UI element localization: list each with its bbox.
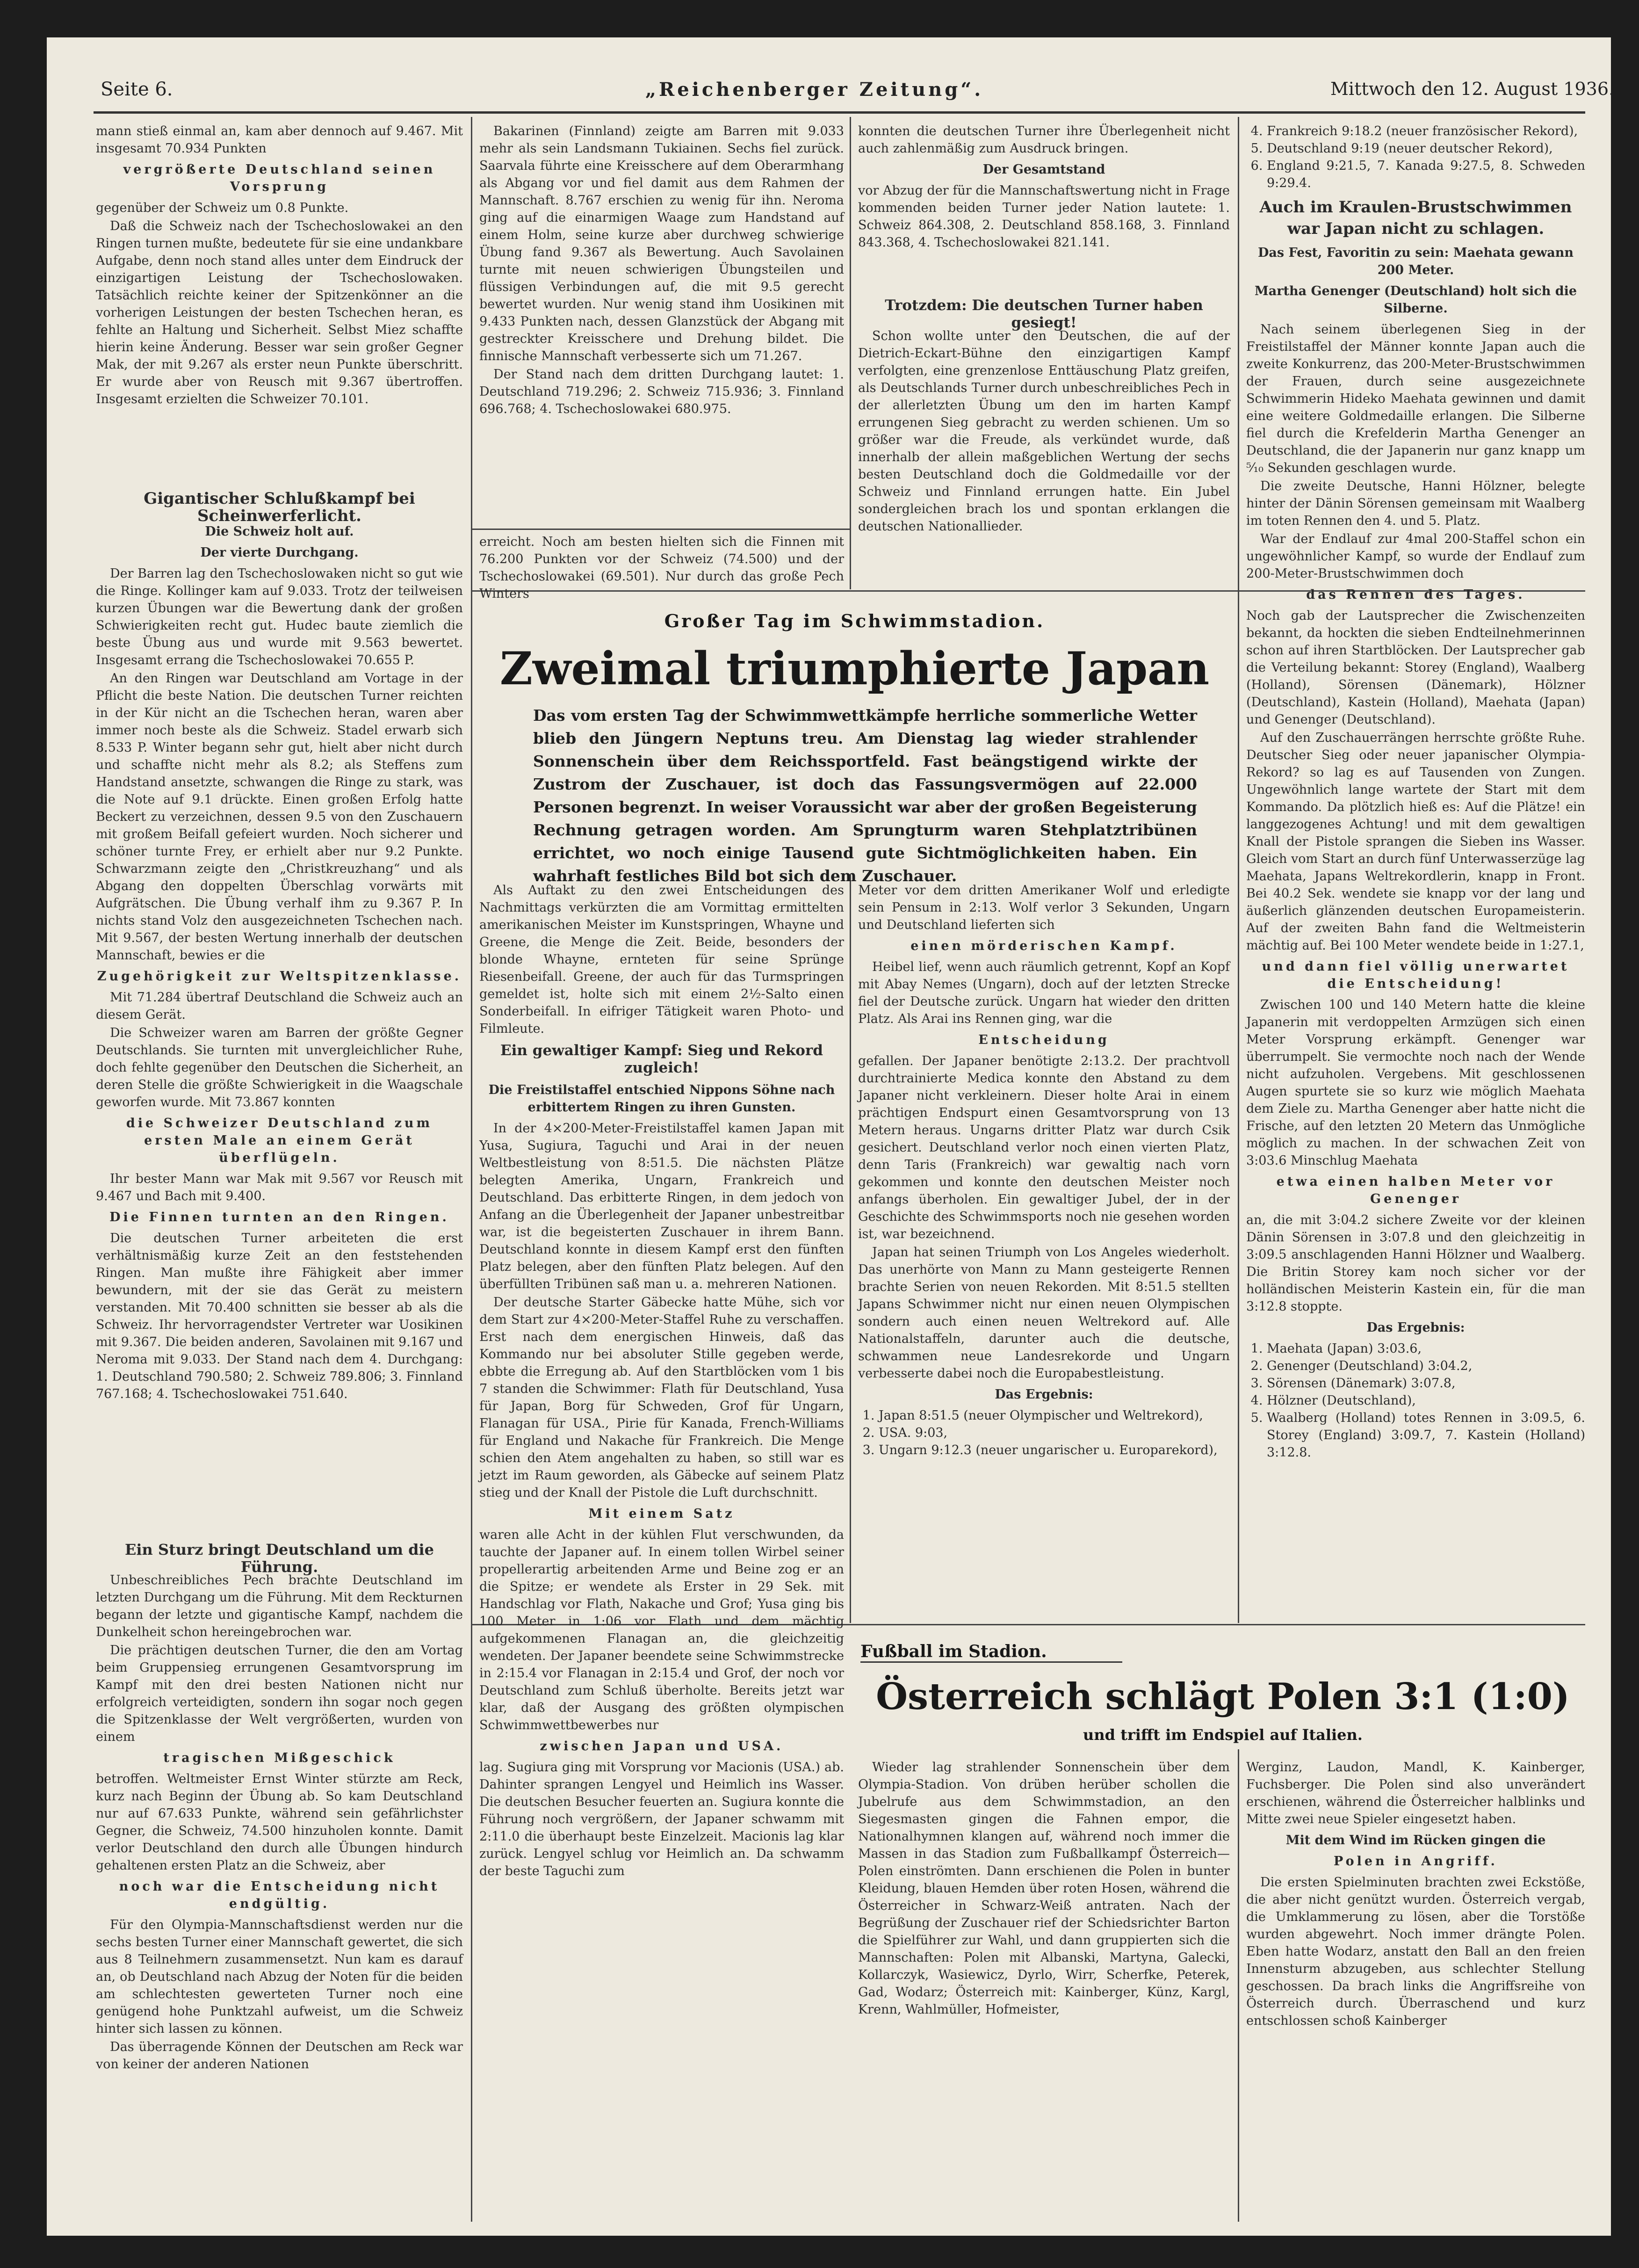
results-list-top [1246,123,1585,192]
swim-column-a: Als Auftakt zu den zwei Entscheidungen des Nachmittags verkürzten die am Vormittag ermittelten amerikanischen Meister im Kunstspringen, Whayne und Greene, die Menge die Zeit. Beide, besonders der blonde Whayne, ernteten für seine Sprünge Riesenbeifall. Greene, der auch für das Turmspringen gemeldet ist, holte sich mit einem 2½-Salto einen Sonderbeifall. In eifriger Tätigkeit waren Photo- und Filmleute. Ein gewaltiger Kampf: Sieg und Rekord zugleich! Die Freistilstaffel entschied Nippons Söhne nach erbittertem Ringen zu ihren Gunsten. In der 4×200-Meter-Freistilstaffel kamen Japan mit Yusa, Sugiura, Taguchi und Arai in der neuen Weltbestleistung von 8:51.5. Die nächsten Plätze belegten Amerika, Ungarn, Frankreich und Deutschland. Das erbitterte Ringen, in dem jedoch von Anfang an die Überlegenheit der Japaner unbestreitbar war, ist die begeisterten Zuschauer in ihrem Bann. Deutschland konnte in diesem Kampf erst den fünften Platz belegen, aber den fünften Platz belegen. Auf den überfüllten Tribünen saß man u. a. mehreren Nationen. Der deutsche Starter Gäbecke hatte Mühe, sich vor dem Start zur 4×200-Meter-Staffel Ruhe zu verschaffen. Erst nach dem energischen Hinweis, daß das Kommando nur bei absoluter Stille gegeben werde, ebbte die Erregung ab. Auf den Startblöcken vom 1 bis 7 standen die Schwimmer: Flath für Deutschland, Yusa für Japan, Borg für Schweden, Grof für Ungarn, Flanagan für USA., Pirie für Kanada, French-Williams für England und Nakache für Frankreich. Die Menge schien den Atem angehalten zu haben, so still war es jetzt im Raum geworden, als Gäbecke auf seinem Platz stieg und der Knall der Pistole die Luft durchschnitt. Mit einem Satz waren alle Acht in der kühlen Flut verschwunden, da tauchte der Japaner auf. In einem tollen Wirbel seiner propellerartig arbeitenden Arme und Beine zog er an die Spitze; er wendete als Erster in 29 Sek. mit Handschlag vor Flath, Nakache und Grof; Yusa ging bis 100 Meter in 1:06 vor Flath und dem mächtig aufgekommenen Flanagan an, die gleichzeitig wendeten. Der Japaner beendete seine Schwimmstrecke in 2:15.4 vor Flanagan in 2:15.4 und Grof, der noch vor Deutschland zum Schluß überholte. Bereits jetzt war klar, daß der Ausgang des größten olympischen Schwimmwettbewerbes nur zwischen Japan und USA. lag. Sugiura ging mit Vorsprung vor Macionis (USA.) ab. Dahinter sprangen Lengyel und Heimlich ins Wasser. Die deutschen Besucher feuerten an. Sugiura konnte die Führung noch vergrößern, der Japaner schwamm mit 2:11.0 die überhaupt beste Einzelzeit. Macionis lag klar zurück. Lengyel schlug vor Heimlich an. Da schwamm der beste Taguchi zum [479,883,844,1878]
column-rule [1238,117,1239,1623]
list-item: 2. USA. 9:03, [879,1424,1230,1442]
column-rule [471,117,472,2222]
football-column-a: Wieder lag strahlender Sonnenschein über dem Olympia-Stadion. Von drüben herüber schollen die Jubelrufe aus dem Schwimmstadion, an den Siegesmasten gingen die Fahnen empor, die Nationalhymnen klangen auf, während noch immer die Massen in das Stadion zum Fußballkampf Österreich—Polen einströmten. Dann erschienen die Polen in bunter Kleidung, blauen Hemden über roten Hosen, während die Österreicher in Schwarz-Weiß antraten. Nach der Begrüßung der Zuschauer rief der Schiedsrichter Barton die Spielführer zur Wahl, und dann gruppierten sich die Mannschaften: Polen mit Albanski, Martyna, Galecki, Kollarczyk, Wasiewicz, Dyrlo, Wirr, Scherfke, Peterek, Gad, Wodarz; Österreich mit: Kainberger, Künz, Kargl, Krenn, Wahlmüller, Hofmeister, [858,1760,1230,2017]
column-3-body: Schon wollte unter den Deutschen, die auf der Dietrich-Eckart-Bühne den einzigartigen Kampf verfolgten, eine grenzenlose Enttäuschung Platz greifen, als Deutschlands Turner durch unbeschreibliches Pech in der allerletzten Übung um den im harten Kampf errungenen Sieg gebracht zu werden schienen. Um so größer war die Freude, als verkündet wurde, daß innerhalb der allein maßgeblichen Wertung der sechs besten Deutschland doch die Goldmedaille vor der Schweiz und Finnland errungen hatte. Ein Jubel sondergleichen brach los und spontan erklangen die deutschen Nationallieder. [858,329,1230,534]
list-item: 1. Maehata (Japan) 3:03.6, [1267,1340,1585,1357]
swim-headline: Zweimal triumphierte Japan [499,642,1210,695]
column-rule [850,875,851,1623]
column-rule [850,117,851,589]
column-1-top: mann stieß einmal an, kam aber dennoch auf 9.467. Mit insgesamt 70.934 Punkten vergrößerte Deutschland seinen Vorsprung gegenüber der Schweiz um 0.8 Punkte. Daß die Schweiz nach der Tschechoslowakei an den Ringen turnen mußte, bedeutete für sie eine undankbare Aufgabe, denn noch stand alles unter dem Eindruck der einzigartigen Leistung der Tschechoslowaken. Tatsächlich reichte keiner der Spitzenkönner an die vorherigen Leistungen der besten Tschechen heran, es fehlte an Haltung und Sicherheit. Selbst Miez schaffte hierin keine Änderung. Besser war sein großer Gegner Mak, der mit 9.267 als erster neun Punkte überschritt. Er wurde aber von Reusch mit 9.367 übertroffen. Insgesamt erzielten die Schweizer 70.101. [96,124,463,406]
results-list-bottom [1246,1340,1585,1461]
swim-kicker: Großer Tag im Schwimmstadion. [664,610,1045,631]
column-3-top: konnten die deutschen Turner ihre Überlegenheit nicht auch zahlenmäßig zum Ausdruck bringen. Der Gesamtstand vor Abzug der für die Mannschaftswertung nicht in Frage kommenden beiden Turner jeder Nation lautete: 1. Schweiz 864.308, 2. Deutschland 858.168, 3. Finnland 843.368, 4. Tschechoslowakei 821.141. [858,124,1230,250]
list-item: 4. Hölzner (Deutschland), [1267,1392,1585,1409]
column-1-end: Unbeschreibliches Pech brachte Deutschland im letzten Durchgang um die Führung. Mit dem Reckturnen begann der letzte und gigantische Kampf, nachdem die Dunkelheit schon hereingebrochen war. Die prächtigen deutschen Turner, die den am Vortag beim Gruppensieg errungenen Gesamtvorsprung im Kampf mit den drei besten Nationen nicht nur erfolgreich verteidigten, sondern ihn sogar noch gegen die Spitzenklasse der Welt vergrößerten, wurden von einem tragischen Mißgeschick betroffen. Weltmeister Ernst Winter stürzte am Reck, kurz nach Beginn der Übung ab. So kam Deutschland nur auf 67.633 Punkte, während sein gefährlichster Gegner, die Schweiz, 74.500 hinzuholen konnte. Damit verlor Deutschland den durch alle Übungen hindurch gehaltenen ersten Platz an die Schweiz, aber noch war die Entscheidung nicht endgültig. Für den Olympia-Mannschaftsdienst werden nur die sechs besten Turner einer Mannschaft gewertet, die sich aus 8 Teilnehmern zusammensetzt. Nun kam es darauf an, ob Deutschland nach Abzug der Noten für die beiden am schlechtesten gewerteten Turner noch eine genügend hohe Punktzahl aufweist, um die Schweiz hinter sich lassen zu können. Das überragende Können der Deutschen am Reck war von keiner der anderen Nationen [96,1573,463,2072]
swim-column-b: Meter vor dem dritten Amerikaner Wolf und erledigte sein Pensum in 2:13. Wolf verlor 3 Sekunden, Ungarn und Deutschland lieferten sich einen mörderischen Kampf. Heibel lief, wenn auch räumlich getrennt, Kopf an Kopf mit Abay Nemes (Ungarn), doch auf der letzten Strecke fiel der Deutsche zurück. Ungarn hat wieder den dritten Platz. Als Arai ins Rennen ging, war die Entscheidung gefallen. Der Japaner benötigte 2:13.2. Der prachtvoll durchtrainierte Medica konnte den Abstand zu dem Japaner nicht verkleinern. Dieser holte Arai in einem prächtigen Endspurt einen Gesamtvorsprung von 13 Metern heraus. Ungarns dritter Platz war durch Csik gesichert. Deutschland verlor noch einen vierten Platz, denn Taris (Frankreich) war gewaltig nach vorn gekommen und konnte den deutschen Meister noch anfangs überholen. Ein gewaltiger Jubel, der in der Geschichte des Schwimmsports noch nie gesehen worden ist, war bezeichnend. Japan hat seinen Triumph von Los Angeles wiederholt. Das unerhörte von Mann zu Mann gesteigerte Rennen brachte Serien von neuen Rekorden. Mit 8:51.5 stellten Japans Schwimmer nicht nur einen neuen Olympischen sondern auch einen neuen Weltrekord auf. Alle Nationalstaffeln, darunter auch die deutsche, schwammen neue Landesrekorde und Ungarn verbesserte dabei noch die Europabestleistung. Das Ergebnis: 1. Japan 8:51.5 (neuer Olympischer und Weltrekord), 2. USA. 9:03, 3. Ungarn 9:12.3 (neuer ungarischer u. Europarekord), [858,882,1230,1621]
column-2-mid: erreicht. Noch am besten hielten sich die Finnen mit 76.200 Punkten vor der Schweiz (74.500) und der Tschechoslowakei (69.501). Nur durch das große Pech Winters [479,535,844,601]
football-kicker: Fußball im Stadion. [860,1642,1122,1663]
section-rule [471,529,850,530]
header-rule [94,111,1585,114]
column-4: 4. Frankreich 9:18.2 (neuer französischer Rekord), 5. Deutschland 9:19 (neuer deutscher Rekord), 6. England 9:21.5, 7. Kanada 9:27.5, 8. Schweden 9:29.4. Auch im Kraulen-Brustschwimmen war Japan nicht zu schlagen. Das Fest, Favoritin zu sein: Maehata gewann 200 Meter. Martha Genenger (Deutschland) holt sich die Silberne. Nach seinem überlegenen Sieg in der Freistilstaffel der Männer konnte Japan auch die zweite Konkurrenz, das 200-Meter-Brustschwimmen der Frauen, durch seine ausgezeichnete Schwimmerin Hideko Maehata gewinnen und damit eine weitere Goldmedaille erlangen. Die Silberne fiel durch die Krefelderin Martha Genenger an Deutschland, die der Japanerin nur ganz knapp um ⁵⁄₁₀ Sekunden geschlagen wurde. Die zweite Deutsche, Hanni Hölzner, belegte hinter der Dänin Sörensen gemeinsam mit Waalberg im toten Rennen den 4. und 5. Platz. War der Endlauf zur 4mal 200-Staffel schon ein ungewöhnlicher Kampf, so wurde der Endlauf zum 200-Meter-Brustschwimmen doch das Rennen des Tages. Noch gab der Lautsprecher die Zwischenzeiten bekannt, da hockten die sieben Endteilnehmerinnen schon auf ihren Startblöcken. Der Lautsprecher gab die Verteilung bekannt: Storey (England), Waalberg (Holland), Sörensen (Dänemark), Hölzner (Deutschland), Kastein (Holland), Maehata (Japan) und Genenger (Deutschland). Auf den Zuschauerrängen herrschte größte Ruhe. Deutscher Sieg oder neuer japanischer Olympia-Rekord? so lag es auf Tausenden von Zungen. Ungewöhnlich lange wartete der Start mit dem Kommando. Da plötzlich hieß es: Auf die Plätze! ein langgezogenes Achtung! und mit dem gewaltigen Knall der Pistole sprangen die Sieben ins Wasser. Gleich vom Start an durch fünf Unterwasserzüge lag Maehata, Japans Weltrekordlerin, knapp in Front. Bei 40.2 Sek. wendete sie knapp vor der lang und äußerlich glänzenden deutschen Europameisterin. Auf der zweiten Bahn fand die Weltmeisterin mächtig auf. Bei 100 Meter wendete beide in 1:27.1, und dann fiel völlig unerwartet die Entscheidung! Zwischen 100 und 140 Metern hatte die kleine Japanerin mit verdoppelten Armzügen sich einen Meter Vorsprung erkämpft. Genenger war überrumpelt. Sie vermochte noch nach der Wende nicht aufzuholen. Vergebens. Mit geschlossenen Augen spurtete sie so kurz wie möglich Maehata dem Ziele zu. Martha Genenger aber hatte nicht die Frische, auf den letzten 20 Metern das Unmögliche möglich zu machen. In der schwachen Zeit von 3:03.6 Minschlug Maehata etwa einen halben Meter vor Genenger an, die mit 3:04.2 sichere Zweite vor der kleinen Dänin Sörensen in 3:07.8 und den gleichzeitig in 3:09.5 anschlagenden Hanni Hölzner und Waalberg. Die Britin Storey kam noch sicher vor der holländischen Meisterin Kastein ein, für die man 3:12.8 stoppte. Das Ergebnis: 1. Maehata (Japan) 3:03.6, 2. Genenger (Deutschland) 3:04.2, 3. Sörensen (Dänemark) 3:07.8, 4. Hölzner (Deutschland), 5. Waalberg (Holland) totes Rennen in 3:09.5, 6. Storey (England) 3:09.7, 7. Kastein (Holland) 3:12.8. [1246,123,1585,1619]
swim-lead: Das vom ersten Tag der Schwimmwettkämpfe herrliche sommerliche Wetter blieb den Jüngern Neptuns treu. Am Dienstag lag wieder strahlender Sonnenschein über dem Reichssportfeld. Fast beängstigend wirkte der Zustrom der Zuschauer, ist doch das Fassungsvermögen auf 22.000 Personen begrenzt. In weiser Voraussicht war aber der großen Begeisterung Rechnung getragen worden. Am Sprungturm waren Stehplatztribünen errichtet, wo noch einige Tausend gute Sichtmöglichkeiten haben. Ein wahrhaft festliches Bild bot sich dem Zuschauer. [533,706,1197,885]
issue-date: Mittwoch den 12. August 1936. [1330,79,1615,99]
list-item: 6. England 9:21.5, 7. Kanada 9:27.5, 8. Schweden 9:29.4. [1267,157,1585,192]
football-subheadline: und trifft im Endspiel auf Italien. [1083,1726,1363,1744]
list-item: 1. Japan 8:51.5 (neuer Olympischer und Weltrekord), [879,1407,1230,1424]
newspaper-title: „Reichenberger Zeitung“. [645,79,984,101]
list-item: 4. Frankreich 9:18.2 (neuer französischer Rekord), [1267,123,1585,140]
football-column-b: Werginz, Laudon, Mandl, K. Kainberger, Fuchsberger. Die Polen sind also unverändert erschienen, während die Österreicher halblinks und Mitte zwei neue Spieler eingesetzt haben. Mit dem Wind im Rücken gingen die Polen in Angriff. Die ersten Spielminuten brachten zwei Eckstöße, die aber nicht genützt wurden. Österreich vergab, die Umklammerung zu lösen, aber die Torstöße wurden abgewehrt. Noch immer drängte Polen. Eben hatte Wodarz, anstatt den Ball an den freien Innensturm abzugeben, aus schlechter Stellung geschossen. Da brach links die Angriffsreihe von Österreich durch. Überraschend und kurz entschlossen schoß Kainberger [1246,1760,1585,2028]
column-1-main: Die Schweiz holt auf. Der vierte Durchgang. Der Barren lag den Tschechoslowaken nicht so gut wie die Ringe. Kollinger kam auf 9.033. Trotz der teilweisen kurzen Übungen war die Bewertung dank der großen Schwierigkeiten recht gut. Hudec baute ziemlich die beste Übung aus und wurde mit 9.563 bewertet. Insgesamt errang die Tschechoslowakei 70.655 P. An den Ringen war Deutschland am Vortage in der Pflicht die beste Nation. Die deutschen Turner reichten in der Kür nicht an die Tschechen heran, waren aber immer noch beste als die Schweiz. Stadel erwarb sich 8.533 P. Winter begann sehr gut, hielt aber nicht durch und schaffte nicht mehr als 8.2; als Steffens zum Handstand ansetzte, schwangen die Ringe zu stark, was die Note auf 9.1 drückte. Einen großen Erfolg hatte Beckert zu verzeichnen, dessen 9.5 von den Zuschauern mit großem Beifall gefeiert wurden. Noch sicherer und schöner turnte Frey, er erhielt aber nur 9.2 Punkte. Schwarzmann zeigte den „Christkreuzhang“ und als Abgang den doppelten Überschlag vorwärts mit Aufgrätschen. Die Übung verhalf ihm zu 9.367 P. In nichts stand Volz den ausgezeichneten Tschechen nach. Mit 9.567, der besten Wertung innerhalb der deutschen Mannschaft, bewies er die Zugehörigkeit zur Weltspitzenklasse. Mit 71.284 übertraf Deutschland die Schweiz auch an diesem Gerät. Die Schweizer waren am Barren der größte Gegner Deutschlands. Sie turnten mit unvergleichlicher Ruhe, doch fehlte gegenüber den Deutschen die Sicherheit, an deren Stelle die größte Schwierigkeit in die Waagschale geworfen wurde. Mit 73.867 konnten die Schweizer Deutschland zum ersten Male an einem Gerät überflügeln. Ihr bester Mann war Mak mit 9.567 vor Reusch mit 9.467 und Bach mit 9.400. Die Finnen turnten an den Ringen. Die deutschen Turner arbeiteten die erst verhältnismäßig kurze Zeit an den feststehenden Ringen. Man mußte ihre Fähigkeit aber immer bewundern, mit der sie das Gerät zu meistern verstanden. Mit 70.400 schnitten sie besser ab als die Schweiz. Ihr hervorragendster Vertreter war Uosikinen mit 9.367. Die beiden anderen, Savolainen mit 9.167 und Neroma mit 9.033. Der Stand nach dem 4. Durchgang: 1. Deutschland 790.580; 2. Schweiz 789.806; 3. Finnland 767.168; 4. Tschechoslowakei 751.640. [96,524,463,1401]
list-item: 2. Genenger (Deutschland) 3:04.2, [1267,1357,1585,1375]
article-headline-fall: Ein Sturz bringt Deutschland um die Führung. [125,1541,434,1576]
page-number: Seite 6. [101,79,173,100]
column-2-top: Bakarinen (Finnland) zeigte am Barren mit 9.033 mehr als sein Landsmann Tukiainen. Sechs fiel zurück. Saarvala führte eine Kreisschere auf dem Oberarmhang als Abgang vor und fiel damit aus dem Rahmen der Mannschaft. 8.767 erschien zu wenig für ihn. Neroma ging auf die einarmigen Waage zum Handstand auf einem Holm, seine kurze aber durchweg schwierige Übung fand 9.367 als Bewertung. Auch Savolainen turnte mit neuen schwierigen Übungsteilen und flüssigen Verbindungen auf, die mit 9.5 gerecht bewertet wurden. Nur wenig stand ihm Uosikinen mit 9.433 Punkten nach, dessen Glanzstück der Abgang mit gestreckter Kreisschere und Drehung bildet. Die finnische Mannschaft verbesserte sich um 71.267. Der Stand nach dem dritten Durchgang lautet: 1. Deutschland 719.296; 2. Schweiz 715.936; 3. Finnland 696.768; 4. Tschechoslowakei 680.975. [479,124,844,416]
football-headline: Österreich schlägt Polen 3:1 (1:0) [876,1675,1570,1718]
list-item: 5. Deutschland 9:19 (neuer deutscher Rekord), [1267,140,1585,157]
relay-results-list [858,1407,1230,1459]
article-headline-floodlight: Gigantischer Schlußkampf bei Scheinwerferlicht. [144,489,415,525]
list-item: 3. Ungarn 9:12.3 (neuer ungarischer u. Europarekord), [879,1442,1230,1459]
column-rule [1238,1749,1239,2222]
article-headline-turner: Trotzdem: Die deutschen Turner haben gesiegt! [885,297,1203,331]
list-item: 5. Waalberg (Holland) totes Rennen in 3:09.5, 6. Storey (England) 3:09.7, 7. Kastein (Holland) 3:12.8. [1267,1409,1585,1461]
list-item: 3. Sörensen (Dänemark) 3:07.8, [1267,1375,1585,1392]
